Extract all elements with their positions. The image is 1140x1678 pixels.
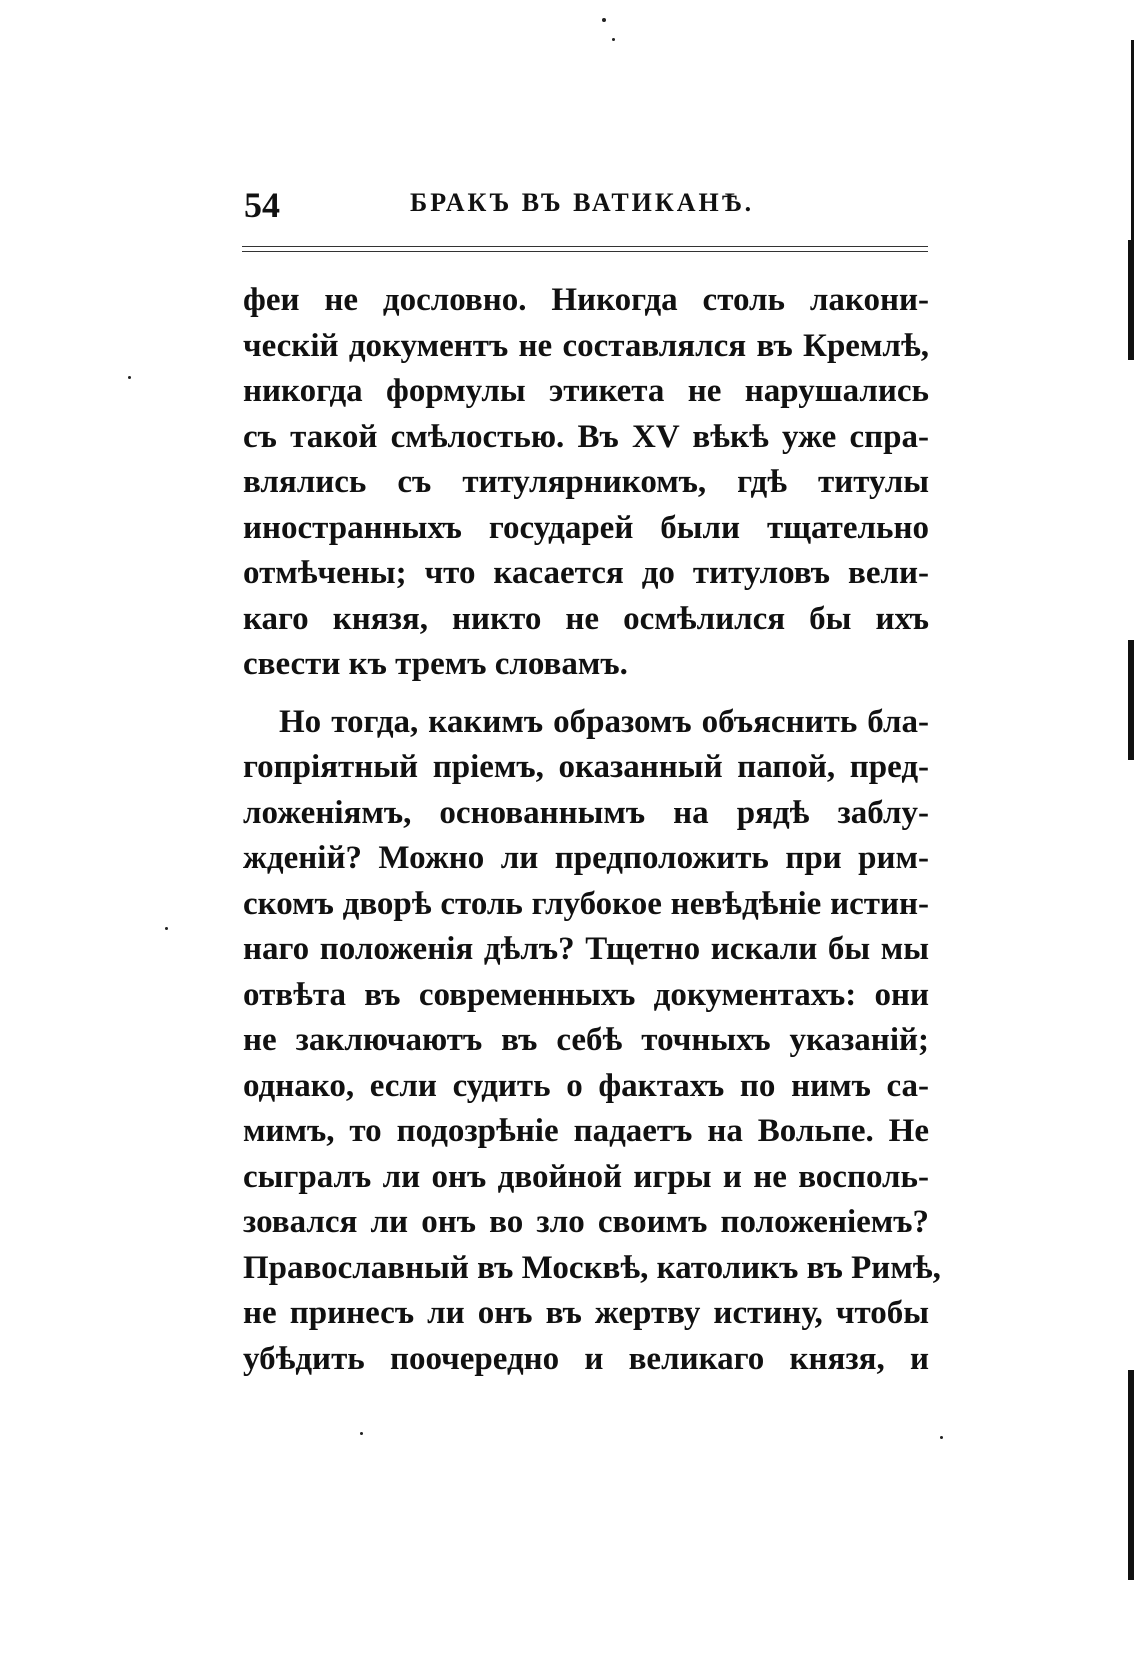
body-text: [243, 278, 941, 1382]
paragraph: [243, 278, 929, 688]
scan-speck: [602, 18, 606, 22]
text-line: не заключаютъ въ себѣ точныхъ указаній;: [243, 1022, 929, 1058]
text-line: однако, если судить о фактахъ по нимъ са-: [243, 1067, 929, 1104]
text-line: жденій? Можно ли предположить при рим-: [243, 840, 929, 876]
text-line: никогда формулы этикета не нарушались: [243, 373, 929, 409]
text-line: феи не дословно. Никогда столь лакони-: [243, 282, 929, 318]
scan-speck: [128, 376, 131, 379]
page-number: 54: [244, 185, 280, 225]
text-line: свести къ тремъ словамъ.: [243, 646, 628, 682]
page-edge-mark: [1131, 40, 1134, 260]
text-line: ческій документъ не составлялся въ Кремлѣ,: [243, 327, 929, 364]
text-line: Но тогда, какимъ образомъ объяснить бла-: [279, 703, 929, 740]
paragraph: [243, 700, 941, 1383]
text-line: не принесъ ли онъ въ жертву истину, чтобы: [243, 1295, 929, 1331]
scan-speck: [360, 1432, 363, 1435]
running-head: [240, 178, 930, 228]
header-rule: [242, 246, 928, 252]
text-line: Православный въ Москвѣ, католикъ въ Римѣ,: [243, 1249, 941, 1286]
text-line: ложеніямъ, основаннымъ на рядѣ заблу-: [243, 794, 929, 831]
scan-speck: [165, 927, 168, 930]
text-line: влялись съ титулярникомъ, гдѣ титулы: [243, 464, 929, 500]
running-title: БРАКЪ ВЪ ВАТИКАНѢ.: [410, 188, 755, 217]
text-line: наго положенія дѣлъ? Тщетно искали бы мы: [243, 931, 929, 967]
page-edge-mark: [1128, 1370, 1134, 1580]
text-line: съ такой смѣлостью. Въ XV вѣкѣ уже спра-: [243, 418, 929, 455]
text-line: отвѣта въ современныхъ документахъ: они: [243, 976, 929, 1013]
text-line: каго князя, никто не осмѣлился бы ихъ: [243, 600, 929, 637]
paragraph-gap: [243, 688, 929, 700]
page-edge-mark: [1128, 640, 1134, 760]
scan-speck: [612, 38, 615, 41]
text-line: сыгралъ ли онъ двойной игры и не восполь-: [243, 1158, 929, 1195]
text-line: скомъ дворѣ столь глубокое невѣдѣніе истин-: [243, 885, 929, 922]
text-line: зовался ли онъ во зло своимъ положеніемъ?: [243, 1204, 929, 1240]
text-line: отмѣчены; что касается до титуловъ вели-: [243, 555, 929, 591]
text-line: гопріятный пріемъ, оказанный папой, пред-: [243, 749, 929, 785]
text-line: мимъ, то подозрѣніе падаетъ на Вольпе. Не: [243, 1113, 929, 1149]
scan-speck: [940, 1436, 943, 1439]
text-line: убѣдить поочередно и великаго князя, и: [243, 1340, 929, 1377]
page-edge-mark: [1128, 240, 1134, 360]
text-line: иностранныхъ государей были тщательно: [243, 509, 929, 546]
